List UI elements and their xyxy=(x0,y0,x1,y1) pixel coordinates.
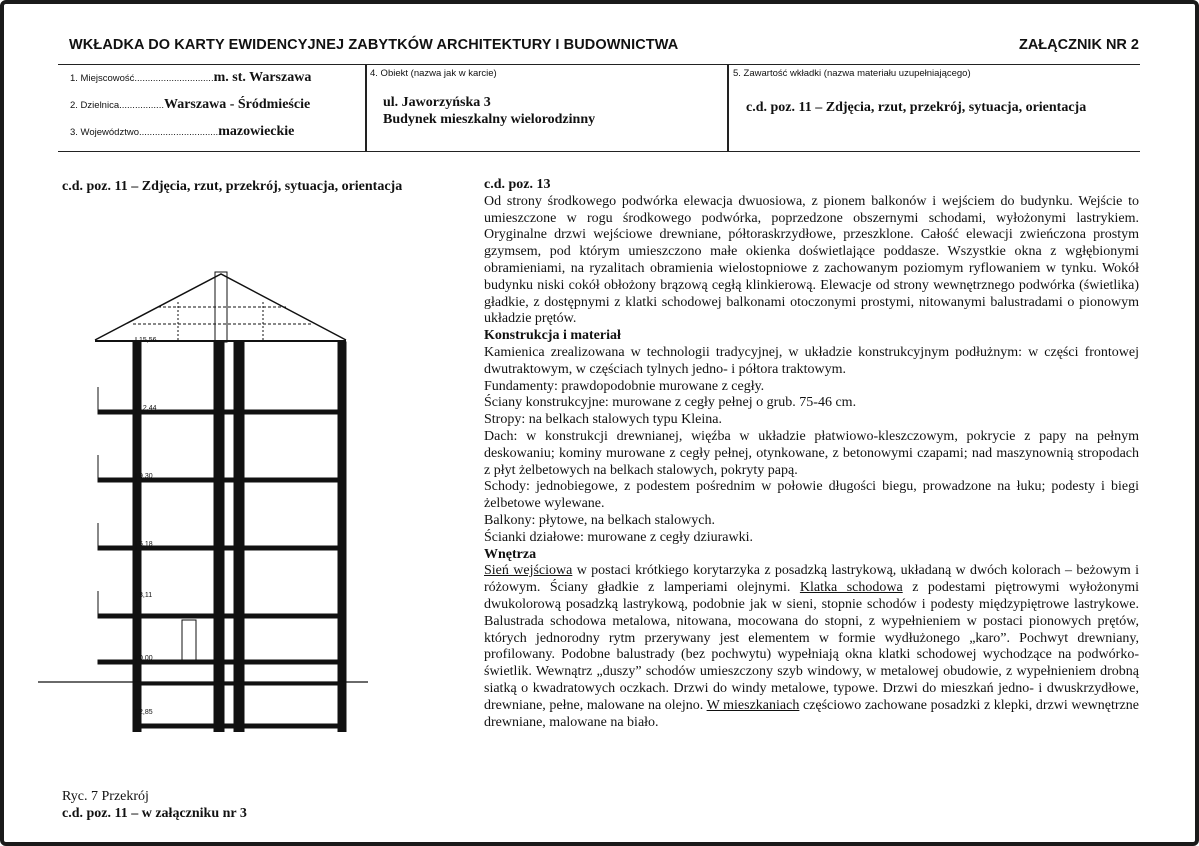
metadata-table xyxy=(58,64,1140,152)
voivodeship-label: 3. Województwo.............................. xyxy=(70,127,219,138)
section-heading: Konstrukcja i materiał xyxy=(484,328,621,344)
voivodeship-row xyxy=(70,122,294,140)
core-wall xyxy=(234,342,244,732)
district-label: 2. Dzielnica................. xyxy=(70,100,164,111)
building-section-drawing xyxy=(38,262,368,732)
paragraph: Balkony: płytowe, na belkach stalowych. xyxy=(484,512,715,528)
figure-caption xyxy=(62,788,247,822)
basement-floor xyxy=(133,724,346,728)
locality-value: m. st. Warszawa xyxy=(213,70,312,85)
text-run: częściowo zachowane posadzki z klepki, drzwi wewnętrzne drewniane, malowane na biało. xyxy=(484,697,1139,730)
level-label: 9,30 xyxy=(139,473,153,480)
object-type: Budynek mieszkalny wielorodzinny xyxy=(383,112,596,127)
paragraph: Schody: jednobiegowe, z podestem pośrednim w połowie długości biegu, prowadzone na łuku; podesty i biegi żelbetowe wylewane. xyxy=(484,479,1139,512)
floor-slab xyxy=(98,546,346,550)
description-text xyxy=(484,177,1139,731)
level-label: 0,00 xyxy=(139,655,153,662)
level-label: 3,11 xyxy=(139,592,153,599)
column-divider xyxy=(365,65,367,151)
floor-slab xyxy=(98,410,346,414)
object-address: ul. Jaworzyńska 3 xyxy=(383,95,491,110)
paragraph: Ścianki działowe: murowane z cegły dziurawki. xyxy=(484,529,754,545)
foundation-top xyxy=(133,682,346,685)
floor-slab xyxy=(98,614,346,618)
section-heading: Wnętrza xyxy=(484,546,537,562)
paragraph xyxy=(484,563,1139,731)
paragraph: Dach: w konstrukcji drewnianej, więźba w układzie płatwiowo-kleszczowym, pokrycie z papy na pełnym deskowaniu; kominy murowane z cegły pełnej, otynkowane, z betonowymi czapami; nad maszynownią stropodach z płyt żelbetowych na belkach stalowych, pokryty papą. xyxy=(484,428,1139,478)
paragraph: Kamienica zrealizowana w technologii tradycyjnej, w układzie konstrukcyjnym podłużnym: w części frontowej dwutraktowym, w częściach tylnych jedno- i półtora traktowym. xyxy=(484,344,1139,377)
level-label: 2,85 xyxy=(139,709,153,716)
text-run: z podestami piętrowymi wyłożonymi dwukolorową posadzką lastrykową, podobnie jak w sieni, stopnie schodów i podesty międzypiętrowe lastrykowe. Balustrada schodowa metalowa, nitowana, mocowana do stopni, z wypełnieniem w postaci pionowych prętów, których jednorodny rytm przerywany jest elementem w formie wydłużonego „karo”. Pochwyt drewniany, profilowany. Podobne balustrady (bez pochwytu) wypełniają okna klatki schodowej wychodzące na podwórko-świetlik. Wewnątrz „duszy” schodów umieszczony szyb windowy, w metalowej obudowie, z wypełnieniem drobną siatką o kwadratowych oczkach. Drzwi do windy metalowe, typowe. Drzwi do mieszkań jedno- i dwuskrzydłowe, drewniane, pełne, malowane na olejno. xyxy=(484,580,1139,713)
content-label: 5. Zawartość wkładki (nazwa materiału uzupełniającego) xyxy=(733,68,971,79)
level-label: 6,18 xyxy=(139,541,153,548)
district-value: Warszawa - Śródmieście xyxy=(163,97,311,112)
voivodeship-value: mazowieckie xyxy=(218,124,295,139)
entrance-door xyxy=(182,620,196,660)
floor-slab xyxy=(98,660,346,664)
content-value: c.d. poz. 11 – Zdjęcia, rzut, przekrój, sytuacja, orientacja xyxy=(746,100,1087,115)
document-title: WKŁADKA DO KARTY EWIDENCYJNEJ ZABYTKÓW ARCHITEKTURY I BUDOWNICTWA xyxy=(69,37,679,53)
level-label: 15,56 xyxy=(139,337,157,344)
text-run: w postaci krótkiego korytarzyka z posadzką lastrykową, układaną w dwóch kolorach – beżowym i różowym. Ściany gładkie z lamperiami olejnymi. xyxy=(484,563,1139,596)
object-label: 4. Obiekt (nazwa jak w karcie) xyxy=(370,68,497,79)
paragraph: Stropy: na belkach stalowych typu Kleina. xyxy=(484,412,722,428)
locality-label: 1. Miejscowość.............................. xyxy=(70,73,214,84)
figure-reference: c.d. poz. 11 – w załączniku nr 3 xyxy=(62,806,247,821)
paragraph: Od strony środkowego podwórka elewacja dwuosiowa, z pionem balkonów i wejściem do budynku. Wejście to umieszczone w rogu środkowego podwórka, poprzedzone obszernymi schodami, wyłożonymi lastrykiem. Oryginalne drzwi wejściowe drewniane, półtoraskrzydłowe, przeszklone. Całość elewacji zwieńczona prostym gzymsem, pod którym umieszczono małe okienka doświetlające poddasze. Wszystkie okna z wgłębionymi obramieniami, na ryzalitach obramienia wielostopniowe z zachowanym poziomym ryflowaniem w tynku. Wokół budynku niski cokół obłożony brązową cegłą klinkierową. Elewacje od strony wewnętrznego podwórka (świetlika) gładkie, z dostępnymi z klatki schodowej balkonami otoczonymi prostymi, nitowanymi balustradami o pionowym układzie prętów. xyxy=(484,193,1139,327)
figure-label: Ryc. 7 Przekrój xyxy=(62,789,149,804)
floor-slab xyxy=(98,478,346,482)
underlined-term: Klatka schodowa xyxy=(799,580,903,596)
district-row xyxy=(70,95,310,113)
core-wall xyxy=(214,342,224,732)
paragraph: Ściany konstrukcyjne: murowane z cegły pełnej o grub. 75-46 cm. xyxy=(484,395,857,411)
locality-row xyxy=(70,68,311,86)
level-label: 12,44 xyxy=(139,405,157,412)
paragraph: Fundamenty: prawdopodobnie murowane z cegły. xyxy=(484,378,765,394)
left-wall xyxy=(133,342,141,732)
underlined-term: Sień wejściowa xyxy=(484,563,573,579)
annex-label: ZAŁĄCZNIK NR 2 xyxy=(1018,37,1139,53)
left-caption: c.d. poz. 11 – Zdjęcia, rzut, przekrój, sytuacja, orientacja xyxy=(62,179,403,194)
column-divider xyxy=(727,65,729,151)
underlined-term: W mieszkaniach xyxy=(706,697,800,713)
right-wall xyxy=(338,342,346,732)
section-heading: c.d. poz. 13 xyxy=(484,177,551,192)
